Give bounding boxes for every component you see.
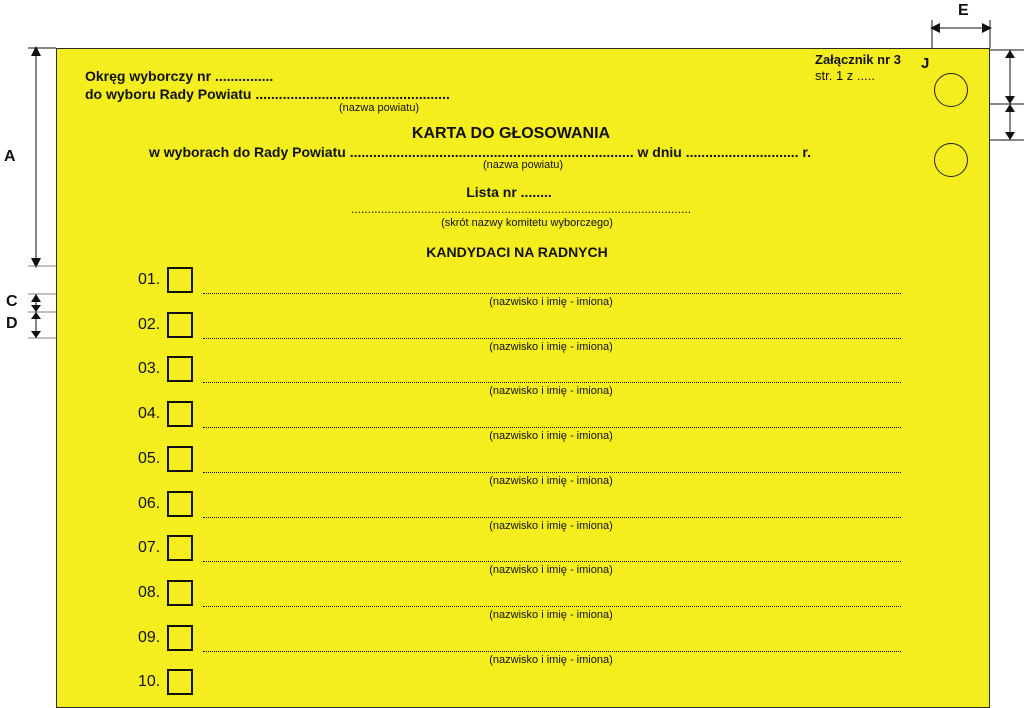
candidate-checkbox[interactable] bbox=[167, 669, 193, 695]
list-number: Lista nr ........ bbox=[466, 184, 552, 200]
punch-hole-bottom bbox=[934, 143, 968, 177]
candidate-checkbox[interactable] bbox=[167, 312, 193, 338]
dimension-label-j: J bbox=[921, 55, 930, 72]
attachment-label: Załącznik nr 3 bbox=[815, 52, 901, 67]
candidate-caption: (nazwisko i imię - imiona) bbox=[489, 519, 613, 532]
election-caption: (nazwa powiatu) bbox=[482, 159, 564, 171]
candidate-checkbox[interactable] bbox=[167, 625, 193, 651]
candidate-caption: (nazwisko i imię - imiona) bbox=[489, 653, 613, 666]
candidate-checkbox[interactable] bbox=[167, 356, 193, 382]
candidate-number: 10. bbox=[138, 673, 161, 691]
page-indicator: str. 1 z ..... bbox=[815, 68, 875, 83]
district-line: Okręg wyborczy nr ............... bbox=[85, 68, 274, 84]
candidate-number: 05. bbox=[138, 449, 161, 467]
candidate-caption: (nazwisko i imię - imiona) bbox=[489, 608, 613, 621]
candidate-name-line bbox=[203, 651, 901, 652]
candidate-name-line bbox=[203, 561, 901, 562]
election-line: w wyborach do Rady Powiatu ......................................................................... w dniu ............................. r. bbox=[149, 144, 811, 160]
candidate-checkbox[interactable] bbox=[167, 580, 193, 606]
candidate-caption: (nazwisko i imię - imiona) bbox=[489, 296, 613, 308]
candidate-name-line bbox=[203, 472, 901, 473]
candidate-checkbox[interactable] bbox=[167, 267, 193, 293]
district-caption: (nazwa powiatu) bbox=[339, 102, 420, 114]
punch-hole-top bbox=[934, 73, 968, 107]
candidate-name-line bbox=[203, 606, 901, 607]
ballot-sheet bbox=[56, 48, 990, 708]
candidate-name-line bbox=[203, 517, 901, 518]
candidate-caption: (nazwisko i imię - imiona) bbox=[489, 340, 613, 353]
candidate-number: 02. bbox=[138, 315, 161, 333]
candidate-number: 08. bbox=[138, 583, 161, 601]
dimension-label-d: D bbox=[6, 315, 18, 332]
candidate-checkbox[interactable] bbox=[167, 491, 193, 517]
dimension-label-a: A bbox=[4, 148, 16, 165]
ballot-title: KARTA DO GŁOSOWANIA bbox=[411, 125, 611, 142]
candidate-caption: (nazwisko i imię - imiona) bbox=[489, 564, 613, 577]
candidate-number: 09. bbox=[138, 628, 161, 646]
candidate-checkbox[interactable] bbox=[167, 401, 193, 427]
candidate-name-line bbox=[203, 427, 901, 428]
committee-dots: ...................................................................................................... bbox=[350, 202, 692, 216]
candidate-caption: (nazwisko i imię - imiona) bbox=[489, 474, 613, 487]
candidates-heading: KANDYDACI NA RADNYCH bbox=[426, 244, 608, 260]
candidate-checkbox[interactable] bbox=[167, 535, 193, 561]
candidate-number: 07. bbox=[138, 539, 161, 557]
candidate-number: 06. bbox=[138, 494, 161, 512]
candidate-number: 04. bbox=[138, 405, 161, 423]
candidate-caption: (nazwisko i imię - imiona) bbox=[489, 385, 613, 398]
committee-caption: (skrót nazwy komitetu wyborczego) bbox=[441, 217, 613, 229]
council-line: do wyboru Rady Powiatu .................................................. bbox=[85, 86, 450, 102]
dimension-label-e: E bbox=[958, 2, 969, 19]
candidate-name-line bbox=[203, 338, 901, 339]
candidate-number: 03. bbox=[138, 360, 161, 378]
candidate-caption: (nazwisko i imię - imiona) bbox=[489, 430, 613, 443]
candidate-name-line bbox=[203, 382, 901, 383]
candidate-name-line bbox=[203, 293, 901, 294]
dimension-label-c: C bbox=[6, 293, 18, 310]
candidate-checkbox[interactable] bbox=[167, 446, 193, 472]
candidate-number: 01. bbox=[138, 271, 161, 288]
